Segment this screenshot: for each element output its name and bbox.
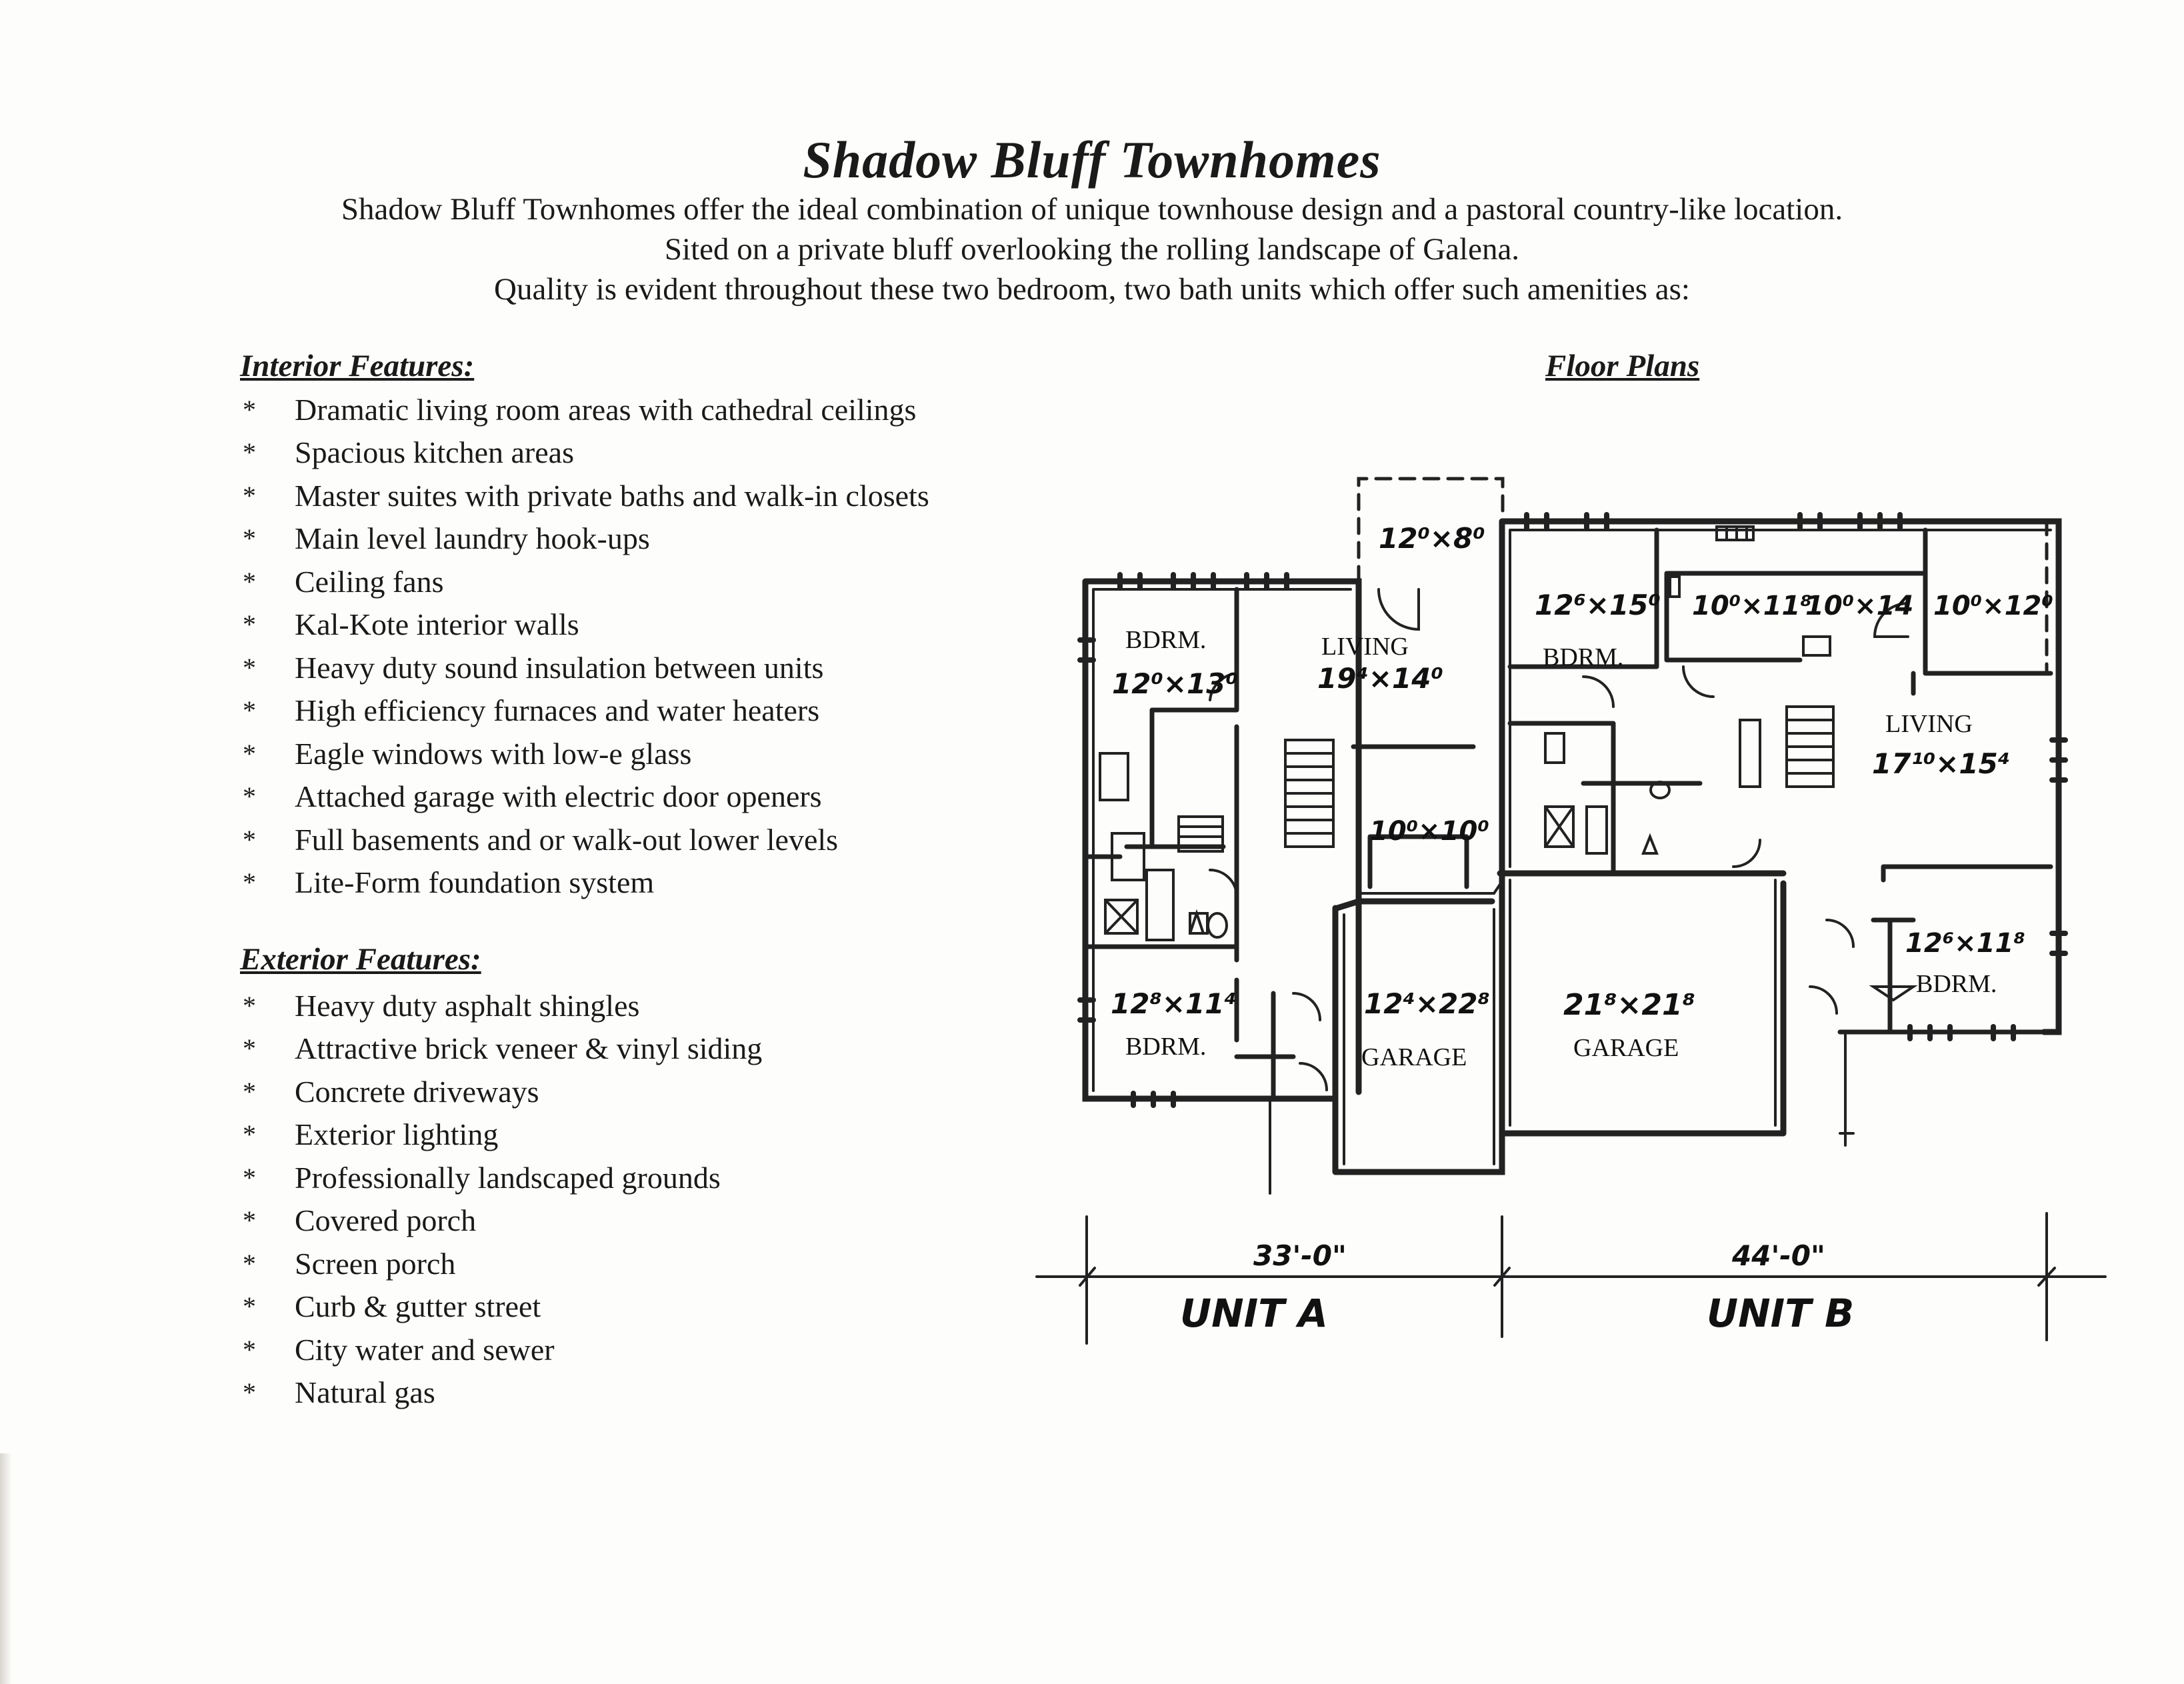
list-item-text: Lite-Form foundation system <box>295 865 655 900</box>
unit-b-dim-3: 10⁰×14 <box>1805 591 1914 621</box>
unit-b-stair <box>1740 707 1833 787</box>
list-item <box>239 1199 762 1243</box>
bullet-asterisk: * <box>243 824 256 855</box>
unit-a-porch-dim: 12⁰×8⁰ <box>1379 522 1485 555</box>
list-item-text: Screen porch <box>295 1246 456 1281</box>
list-item <box>239 431 929 475</box>
list-item <box>239 474 929 517</box>
intro-text <box>0 189 2184 309</box>
list-item-text: Eagle windows with low-e glass <box>295 736 692 771</box>
bullet-asterisk: * <box>243 1205 256 1236</box>
list-item-text: Heavy duty asphalt shingles <box>295 988 640 1023</box>
unit-b-dim-2: 10⁰×11⁸ <box>1692 591 1812 621</box>
bullet-asterisk: * <box>243 695 256 726</box>
list-item-text: Master suites with private baths and walk-in closets <box>295 478 929 513</box>
unit-b-dim-4: 10⁰×12⁰ <box>1933 591 2053 621</box>
unit-a-living-label: LIVING <box>1321 633 1409 661</box>
unit-a-width-dim: 33'-0" <box>1253 1239 1347 1272</box>
list-item-text: Covered porch <box>295 1203 477 1238</box>
list-item <box>239 1328 762 1371</box>
interior-features-list <box>239 388 929 904</box>
bullet-asterisk: * <box>243 738 256 769</box>
list-item-text: Spacious kitchen areas <box>295 435 574 470</box>
unit-a-bdrm2-dim: 12⁸×11⁴ <box>1111 987 1237 1020</box>
list-item <box>239 775 929 819</box>
floor-plans-heading: Floor Plans <box>1545 349 1700 383</box>
list-item <box>239 560 929 603</box>
bullet-asterisk: * <box>243 1162 256 1193</box>
unit-b-garage-label: GARAGE <box>1573 1034 1679 1062</box>
unit-a-living-dim: 19⁴×14⁰ <box>1317 662 1443 695</box>
bullet-asterisk: * <box>243 609 256 640</box>
exterior-features-heading: Exterior Features: <box>240 942 481 977</box>
bullet-asterisk: * <box>243 523 256 554</box>
bullet-asterisk: * <box>243 1033 256 1064</box>
intro-line: Sited on a private bluff overlooking the rolling landscape of Galena. <box>664 232 1520 267</box>
bullet-asterisk: * <box>243 1377 256 1408</box>
unit-b-entry-post <box>1840 1032 1853 1145</box>
unit-a-bdrm1-label: BDRM. <box>1125 626 1207 654</box>
list-item <box>239 818 929 861</box>
list-item-text: Full basements and or walk-out lower levels <box>295 822 839 857</box>
bullet-asterisk: * <box>243 1334 256 1365</box>
unit-b-bdrm1-dim: 12⁶×15⁰ <box>1535 589 1661 621</box>
list-item-text: City water and sewer <box>295 1332 555 1367</box>
unit-b-bdrm1-label: BDRM. <box>1543 643 1624 671</box>
bullet-asterisk: * <box>243 652 256 683</box>
list-item <box>239 1242 762 1285</box>
bullet-asterisk: * <box>243 781 256 812</box>
unit-a-garage-dim: 12⁴×22⁸ <box>1364 987 1490 1020</box>
unit-b-width-dim: 44'-0" <box>1732 1239 1825 1272</box>
exterior-features-list <box>239 984 762 1414</box>
list-item-text: Ceiling fans <box>295 564 444 599</box>
list-item-text: Attached garage with electric door openers <box>295 779 822 814</box>
unit-a-bdrm1-dim: 12⁰×13⁰ <box>1112 667 1238 700</box>
list-item <box>239 603 929 647</box>
unit-b-living-label: LIVING <box>1885 710 1973 738</box>
unit-a-bdrm2-label: BDRM. <box>1125 1033 1207 1061</box>
unit-b-bdrm2-dim: 12⁶×11⁸ <box>1905 928 2025 959</box>
list-item-text: Attractive brick veneer & vinyl siding <box>295 1031 763 1066</box>
intro-line: Shadow Bluff Townhomes offer the ideal combination of unique townhouse design and a pastoral country-like location. <box>341 192 1843 227</box>
unit-b-bdrm2-label: BDRM. <box>1916 970 1997 998</box>
intro-line: Quality is evident throughout these two bedroom, two bath units which offer such amenities as: <box>494 272 1690 307</box>
bullet-asterisk: * <box>243 867 256 898</box>
unit-a-name: UNIT A <box>1180 1291 1328 1336</box>
interior-features-heading: Interior Features: <box>240 349 475 383</box>
list-item <box>239 646 929 689</box>
scan-edge-shadow <box>0 1453 12 1684</box>
bullet-asterisk: * <box>243 1291 256 1322</box>
bullet-asterisk: * <box>243 566 256 597</box>
list-item-text: Main level laundry hook-ups <box>295 521 650 556</box>
list-item <box>239 1113 762 1157</box>
bullet-asterisk: * <box>243 990 256 1021</box>
bullet-asterisk: * <box>243 437 256 468</box>
list-item-text: Professionally landscaped grounds <box>295 1160 721 1195</box>
page-title: Shadow Bluff Townhomes <box>803 131 1381 189</box>
list-item-text: Natural gas <box>295 1375 435 1410</box>
list-item-text: Concrete driveways <box>295 1074 539 1109</box>
list-item <box>239 1070 762 1113</box>
list-item-text: Dramatic living room areas with cathedral ceilings <box>295 392 917 427</box>
list-item-text: Heavy duty sound insulation between units <box>295 650 824 685</box>
list-item-text: Kal-Kote interior walls <box>295 607 579 642</box>
list-item <box>239 388 929 431</box>
unit-a-stair <box>1179 740 1333 851</box>
list-item <box>239 1371 762 1415</box>
bullet-asterisk: * <box>243 1076 256 1107</box>
bullet-asterisk: * <box>243 1119 256 1150</box>
list-item <box>239 984 762 1027</box>
floor-plan-drawing <box>1027 460 2120 1367</box>
bullet-asterisk: * <box>243 394 256 425</box>
list-item <box>239 1156 762 1199</box>
list-item <box>239 1027 762 1071</box>
list-item <box>239 1285 762 1329</box>
bullet-asterisk: * <box>243 1248 256 1279</box>
bullet-asterisk: * <box>243 480 256 511</box>
unit-a-garage-label: GARAGE <box>1361 1043 1467 1071</box>
list-item-text: Exterior lighting <box>295 1117 499 1152</box>
list-item <box>239 517 929 561</box>
unit-b-living-dim: 17¹⁰×15⁴ <box>1872 747 2011 780</box>
list-item <box>239 861 929 905</box>
unit-b-garage-dim: 21⁸×21⁸ <box>1563 988 1695 1022</box>
list-item-text: Curb & gutter street <box>295 1289 541 1324</box>
unit-a-kitchen-dim: 10⁰×10⁰ <box>1369 816 1489 847</box>
list-item <box>239 689 929 733</box>
list-item-text: High efficiency furnaces and water heaters <box>295 693 820 728</box>
list-item <box>239 732 929 775</box>
unit-b-name: UNIT B <box>1707 1291 1855 1336</box>
